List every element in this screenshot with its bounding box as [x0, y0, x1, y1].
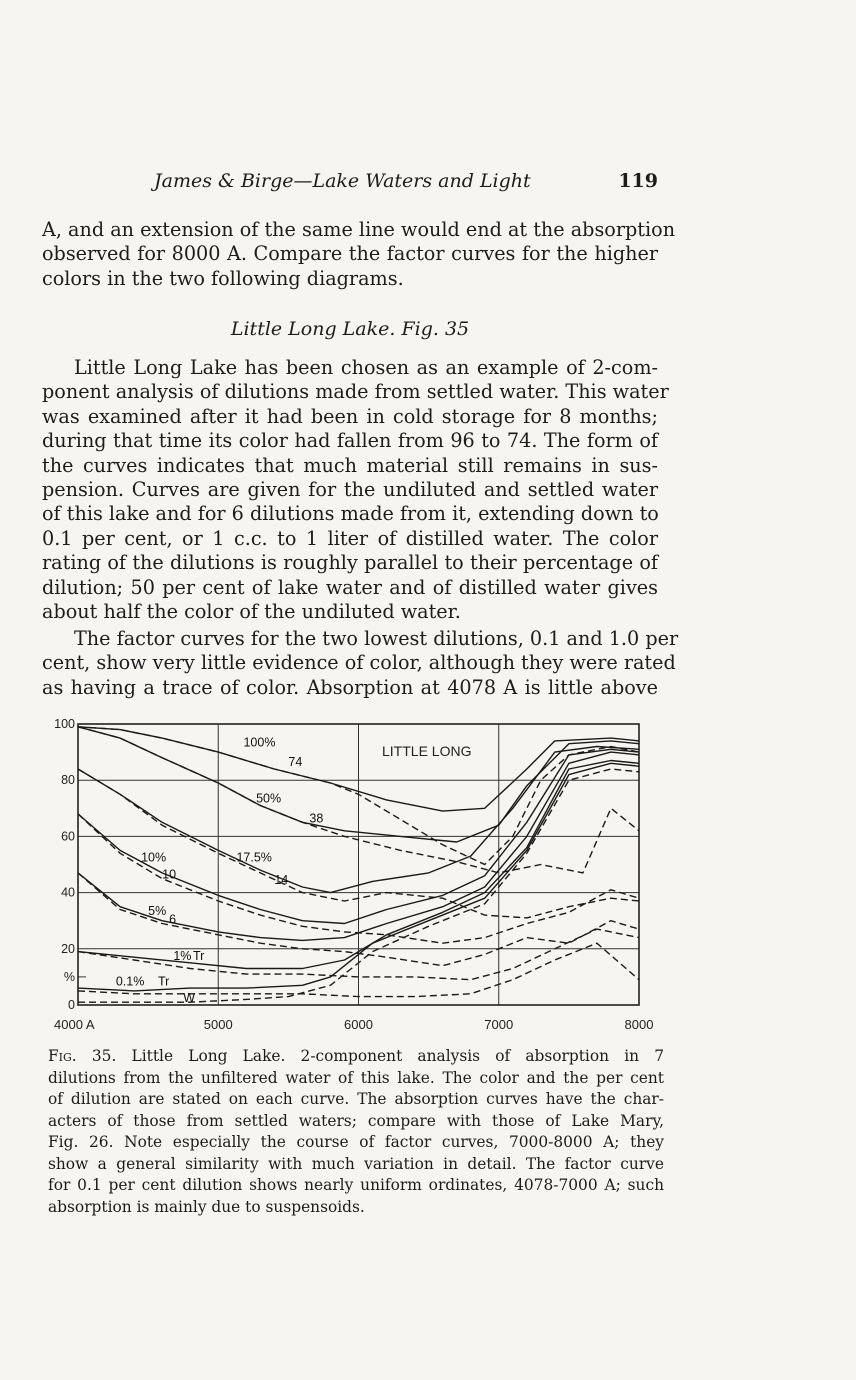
y-tick-labels [54, 717, 75, 1012]
caption-line: acters of those from settled waters; compare with those of Lake Mary, [48, 1111, 664, 1130]
fig-label: Fig. [48, 1047, 77, 1065]
curve-label-c01tr: Tr [157, 974, 170, 989]
y-tick-label: 60 [61, 829, 75, 844]
section-heading: Little Long Lake. Fig. 35 [230, 318, 470, 340]
curve-label-c50: 50% [256, 791, 282, 806]
y-tick-label: 100 [54, 717, 75, 731]
intro-paragraph [42, 218, 676, 291]
x-tick-label: 8000 [624, 1017, 654, 1032]
curve-label-c01p: 0.1% [115, 974, 145, 989]
curve-label-cw: W [183, 991, 195, 1006]
curve-label-c1tr: Tr [193, 949, 205, 964]
y-tick-label: 80 [61, 773, 75, 788]
text-line: the curves indicates that much material still remains in sus- [42, 453, 658, 477]
caption-line: show a general similarity with much variation in detail. The factor curve [48, 1154, 664, 1173]
text-line: ponent analysis of dilutions made from settled water. This water [42, 380, 669, 404]
chart-title: LITTLE LONG [382, 743, 472, 759]
running-title: James & Birge—Lake Waters and Light [154, 170, 531, 192]
caption-line: Fig. 26. Note especially the course of factor curves, 7000-8000 A; they [48, 1133, 664, 1151]
text-line: as having a trace of color. Absorption at 4078 A is little above [42, 675, 658, 699]
x-tick-label: 7000 [484, 1017, 514, 1032]
curve-label-c14: 14 [274, 873, 289, 888]
y-tick-label: 0 [68, 998, 75, 1012]
text-line: colors in the two following diagrams. [42, 266, 404, 290]
y-tick-label: 20 [61, 941, 75, 956]
text-line: The factor curves for the two lowest dilutions, 0.1 and 1.0 per [74, 627, 679, 650]
text-line: dilution; 50 per cent of lake water and of distilled water gives [42, 575, 658, 599]
paragraph-factor-curves [42, 627, 679, 700]
text-line: pension. Curves are given for the undiluted and settled water [42, 478, 658, 502]
curve-label-c10p: 10% [141, 850, 167, 865]
x-tick-label: 6000 [344, 1017, 373, 1032]
absorption-chart [42, 714, 662, 1044]
text-line: rating of the dilutions is roughly parallel to their percentage of [42, 551, 658, 575]
text-line: was examined after it had been in cold storage for 8 months; [42, 404, 658, 428]
x-tick-label: 4000 A [54, 1017, 95, 1032]
running-head [154, 170, 658, 196]
text-line: 0.1 per cent, or 1 c.c. to 1 liter of distilled water. The color [42, 526, 658, 550]
curve-label-c175: 17.5% [236, 850, 272, 865]
text-line: observed for 8000 A. Compare the factor curves for the higher [42, 242, 658, 266]
x-tick-labels [54, 1017, 653, 1032]
caption-line: dilutions from the unfiltered water of this lake. The color and the per cent [48, 1068, 664, 1087]
paragraph-little-long [42, 356, 669, 624]
curve-labels [116, 735, 323, 1005]
curve-label-c1p: 1% [173, 949, 192, 964]
curve-label-c5p: 5% [148, 904, 167, 919]
curve-label-c38: 38 [309, 811, 324, 826]
text-line: A, and an extension of the same line would end at the absorption [42, 218, 676, 241]
caption-text: 35. Little Long Lake. 2-component analysis of absorption in 7 [91, 1047, 664, 1065]
y-tick-label: % [63, 969, 75, 984]
text-line: Little Long Lake has been chosen as an example of 2-com- [74, 356, 658, 379]
curve-label-c6: 6 [169, 912, 177, 927]
y-tick-label: 40 [61, 885, 75, 900]
text-line: about half the color of the undiluted water. [42, 600, 461, 624]
curve-label-c100: 100% [243, 735, 276, 750]
x-tick-label: 5000 [203, 1017, 233, 1032]
caption-line: for 0.1 per cent dilution shows nearly uniform ordinates, 4078-7000 A; such [48, 1176, 664, 1194]
caption-line: of dilution are stated on each curve. The absorption curves have the char- [48, 1090, 664, 1108]
caption-line: absorption is mainly due to suspensoids. [48, 1197, 365, 1216]
text-line: cent, show very little evidence of color, although they were rated [42, 651, 676, 675]
curve-label-c74: 74 [288, 755, 303, 770]
page-number: 119 [618, 170, 658, 192]
figure-caption [48, 1046, 664, 1218]
figure-35 [42, 714, 662, 1044]
text-line: during that time its color had fallen from 96 to 74. The form of [42, 429, 658, 453]
caption-line [48, 1046, 664, 1068]
curve-label-c10: 10 [162, 867, 177, 882]
text-line: of this lake and for 6 dilutions made from it, extending down to [42, 502, 659, 526]
